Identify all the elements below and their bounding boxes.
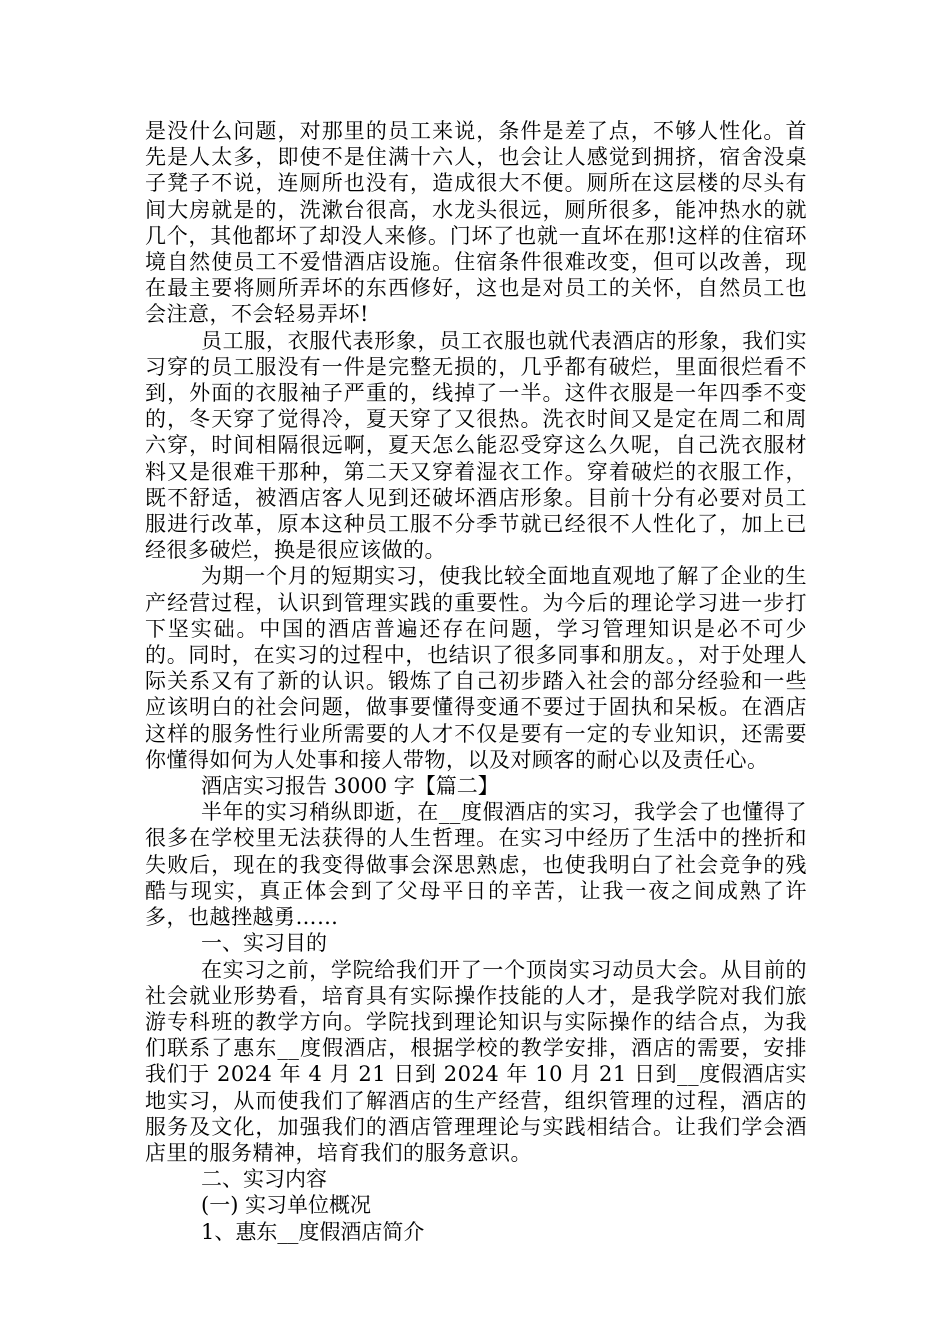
heading-content: 二、实习内容 bbox=[201, 1167, 327, 1192]
heading-hotel-intro: 1、惠东__度假酒店简介 bbox=[201, 1219, 425, 1244]
paragraph-accommodation: 是没什么问题，对那里的员工来说，条件是差了点，不够人性化。首先是人太多，即使不是住满十六人，也会让人感觉到拥挤，宿舍没桌子凳子不说，连厕所也没有，造成很大不便。厕所在这层楼的尽头有间大房就是的，洗漱台很高，水龙头很远，厕所很多，能冲热水的就几个，其他都坏了却没人来修。门坏了也就一直坏在那!这样的住宿环境自然使员工不爱惜酒店设施。住宿条件很难改变，但可以改善，现在最主要将厕所弄坏的东西修好，这也是对员工的关怀，自然员工也会注意，不会轻易弄坏! bbox=[145, 119, 807, 327]
heading-unit-overview: (一) 实习单位概况 bbox=[201, 1193, 372, 1218]
paragraph-purpose: 在实习之前，学院给我们开了一个顶岗实习动员大会。从目前的社会就业形势看，培育具有实际操作技能的人才，是我学院对我们旅游专科班的教学方向。学院找到理论知识与实际操作的结合点，为我们联系了惠东__度假酒店，根据学校的教学安排，酒店的需要，安排我们于 2024 年 4 月 21 日到 2024 年 10 月 21 日到__度假酒店实地实习，从而使我们了解酒店的生产经营，组织管理的过程，酒店的服务及文化，加强我们的酒店管理理论与实践相结合。让我们学会酒店里的服务精神，培育我们的服务意识。 bbox=[145, 957, 807, 1165]
paragraph-intro: 半年的实习稍纵即逝，在__度假酒店的实习，我学会了也懂得了很多在学校里无法获得的人生哲理。在实习中经历了生活中的挫折和失败后，现在的我变得做事会深思熟虑，也使我明白了社会竞争的残酷与现实，真正体会到了父母平日的辛苦，让我一夜之间成熟了许多，也越挫越勇…… bbox=[145, 800, 807, 930]
section-title-part-two: 酒店实习报告 3000 字【篇二】 bbox=[201, 774, 499, 799]
document-page bbox=[145, 118, 807, 1245]
heading-purpose: 一、实习目的 bbox=[201, 931, 327, 956]
paragraph-summary: 为期一个月的短期实习，使我比较全面地直观地了解了企业的生产经营过程，认识到管理实践的重要性。为今后的理论学习进一步打下坚实础。中国的酒店普遍还存在问题，学习管理知识是必不可少的。同时，在实习的过程中，也结识了很多同事和朋友。，对于处理人际关系又有了新的认识。锻炼了自己初步踏入社会的部分经验和一些应该明白的社会问题，做事要懂得变通不要过于固执和呆板。在酒店这样的服务性行业所需要的人才不仅是要有一定的专业知识，还需要你懂得如何为人处事和接人带物，以及对顾客的耐心以及责任心。 bbox=[145, 564, 807, 772]
paragraph-uniform: 员工服，衣服代表形象，员工衣服也就代表酒店的形象，我们实习穿的员工服没有一件是完整无损的，几乎都有破烂，里面很烂看不到，外面的衣服袖子严重的，线掉了一半。这件衣服是一年四季不变的，冬天穿了觉得冷，夏天穿了又很热。洗衣时间又是定在周二和周六穿，时间相隔很远啊，夏天怎么能忍受穿这么久呢，自己洗衣服材料又是很难干那种，第二天又穿着湿衣工作。穿着破烂的衣服工作，既不舒适，被酒店客人见到还破坏酒店形象。目前十分有必要对员工服进行改革，原本这种员工服不分季节就已经很不人性化了，加上已经很多破烂，换是很应该做的。 bbox=[145, 328, 807, 563]
